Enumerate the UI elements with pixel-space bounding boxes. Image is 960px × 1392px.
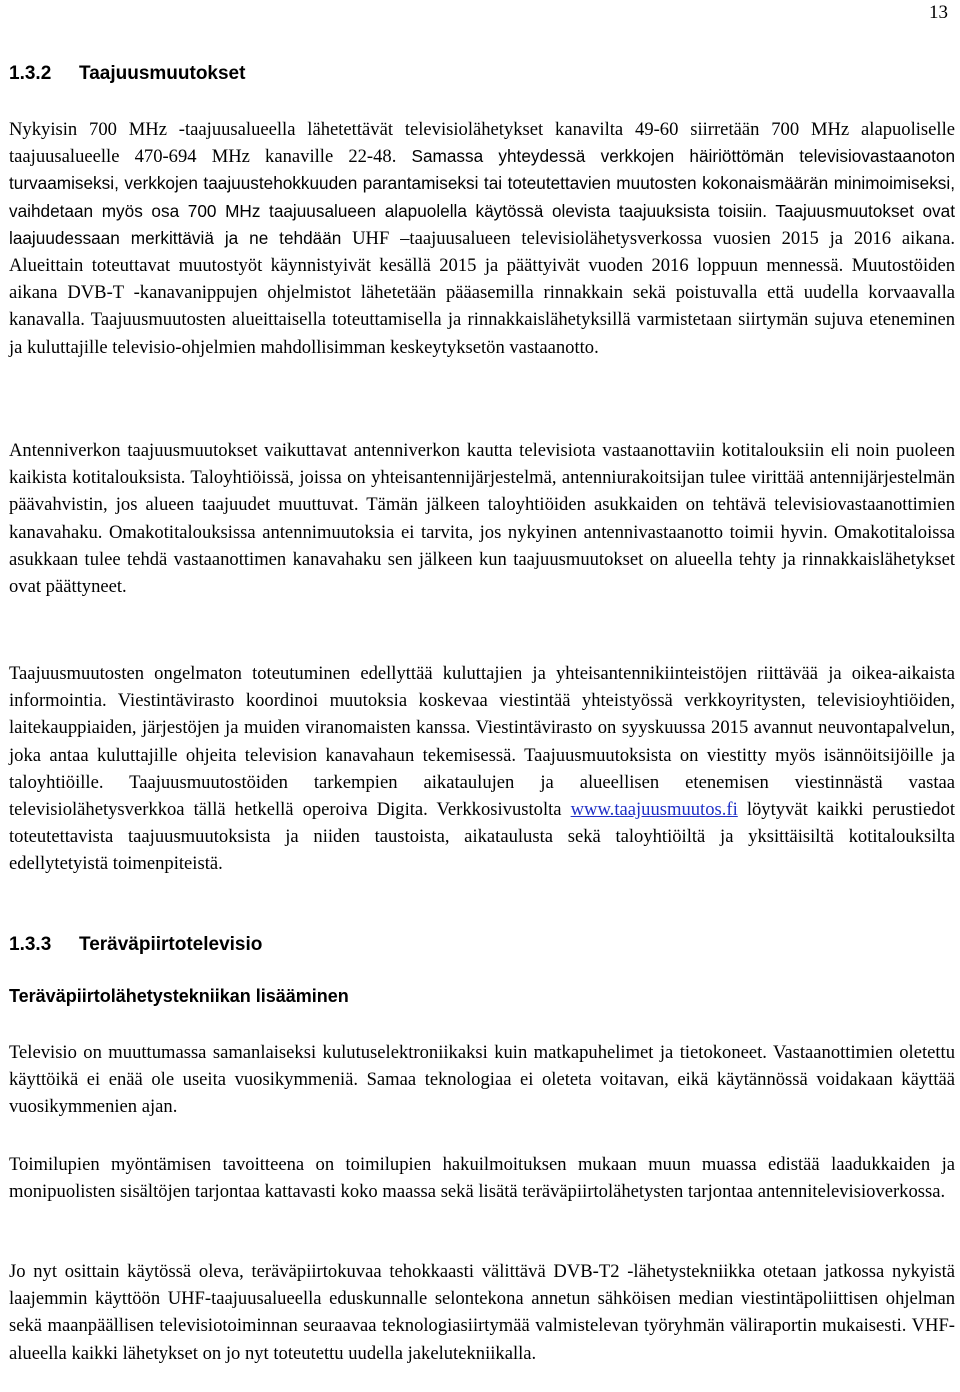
paragraph-antenniverkko: Antenniverkon taajuusmuutokset vaikuttavat antenniverkon kautta televisiota vastaanottaviin kotitalouksiin eli noin puoleen kaikista kotitalouksista. Taloyhtiöissä, joissa on yhteisantennijärjestelmä, antenniurakoitsijan tulee virittää antennijärjestelmän päävahvistin, jos alueen taajuudet muuttuvat. Tämän jälkeen taloyhtiöiden asukkaiden on tehtävä televisiovastaanottimien kanavahaku. Omakotitalouksissa antennimuutoksia ei tarvita, jos nykyinen antennivastaanotto toimii hyvin. Omakotitaloissa asukkaan tulee tehdä vastaanottimen kanavahaku sen jälkeen kun taajuusmuutokset on alueella tehty ja rinnakkaislähetykset ovat päättyneet.	[9, 440, 955, 598]
sentence: Nykyisin 700 MHz -taajuusalueella lähetettävät televisiolähetykset kanavilta 49-60 siirretään 700 MHz alapuoliselle taajuusalueelle 470-694 MHz kanaville 22-48.	[9, 119, 955, 168]
sentence: Muutostöiden aikana DVB-T -kanavanippujen ohjelmistot lähetetään pääasemilla rinnakkain sekä poistuvalla että uudella korvaavalla kanavalla.	[9, 255, 955, 331]
section-heading-1-3-2	[9, 63, 245, 85]
section-title: Teräväpiirtotelevisio	[79, 934, 263, 955]
section-number: 1.3.2	[9, 63, 52, 84]
page-number: 13	[929, 2, 948, 23]
taajuusmuutos-link[interactable]: www.taajuusmuutos.fi	[570, 799, 738, 821]
subheading: Teräväpiirtolähetystekniikan lisääminen	[9, 986, 349, 1006]
paragraph-televisio: Televisio on muuttumassa samanlaiseksi kulutuselektroniikaksi kuin matkapuhelimet ja tietokoneet. Vastaanottimien oletettu käyttöikä ei enää ole useita vuosikymmeniä. Samaa teknologiaa ei oleteta voitavan, eikä käytännössä voidakaan käyttää vuosikymmenien ajan.	[9, 1042, 955, 1118]
sentence: Taajuusmuutosten alueittaisella toteuttamisella ja rinnakkaislähetyksillä varmistetaan siirtymän sujuva eteneminen ja kuluttajille televisio-ohjelmien mahdollisimman keskeytyksetön vastaanotto.	[9, 309, 956, 358]
section-title: Taajuusmuutokset	[79, 63, 246, 84]
paragraph-dvb-t2: Jo nyt osittain käytössä oleva, teräväpiirtokuvaa tehokkaasti välittävä DVB-T2 -lähetystekniikka otetaan jatkossa nykyistä laajemmin käyttöön UHF-taajuusalueella eduskunnalle selontekona annetun sähköisen median viestintäpoliittisen ohjelman sekä maanpäällisen televisiotoiminnan seuraavaa teknologiasiirtymää valmistelevan työryhmän väliraportin mukaisesti. VHF-alueella kaikki lähetykset on jo nyt toteutettu uudella jakelutekniikalla.	[9, 1261, 955, 1364]
paragraph-toimiluvat: Toimilupien myöntämisen tavoitteena on toimilupien hakuilmoituksen mukaan muun muassa edistää laadukkaiden ja monipuolisten sisältöjen tarjontaa kattavasti koko maassa sekä lisätä teräväpiirtolähetysten tarjontaa antennitelevisioverkossa.	[9, 1154, 955, 1203]
sentence: UHF –taajuusalueen televisiolähetysverkossa vuosien 2015 ja 2016 aikana. Alueittain toteuttavat muutostyöt käynnistyivät kesällä 2015 ja päättyivät vuoden 2016 loppuun mennessä.	[9, 227, 955, 277]
section-heading-1-3-3	[9, 934, 262, 956]
paragraph-text: löytyvät kaikki perustiedot toteutettavista taajuusmuutoksista ja niiden taustoista, aikataulusta sekä taloyhtiöiltä ja yksittäisiltä kotitalouksilta edellytetyistä toimenpiteistä.	[9, 799, 955, 875]
paragraph-taajuusmuutokset-intro	[9, 116, 955, 361]
sentence: Samassa yhteydessä verkkojen häiriöttömän televisiovastaanoton turvaamiseksi, verkkojen taajuustehokkuuden parantamiseksi tai toteutettavien muutosten kokonaismäärän minimoimiseksi, vaihdetaan myös osa 700 MHz taajuusalueen alapuolella käytössä olevista taajuuksista toisiin. Taajuusmuutokset ovat laajuudessaan merkittäviä ja ne tehdään	[9, 146, 955, 248]
paragraph-informointi	[9, 660, 955, 878]
section-number: 1.3.3	[9, 934, 52, 955]
paragraph-text: Taajuusmuutosten ongelmaton toteutuminen edellyttää kuluttajien ja yhteisantennikiinteistöjen riittävää ja oikea-aikaista informointia. Viestintävirasto koordinoi muutoksia koskevaa viestintää yhteistyössä verkkoyritysten, televisioyhtiöiden, laitekauppiaiden, järjestöjen ja muiden viranomaisten kanssa. Viestintävirasto on syyskuussa 2015 avannut neuvontapalvelun, joka antaa kuluttajille ohjeita television kanavahaun tekemisessä. Taajuusmuutoksista on viestitty myös isännöitsijöille ja taloyhtiöille. Taajuusmuutostöiden tarkempien aikataulujen ja alueellisen etenemisen viestinnästä vastaa televisiolähetysverkkoa tällä hetkellä operoiva Digita. Verkkosivustolta	[9, 663, 955, 821]
